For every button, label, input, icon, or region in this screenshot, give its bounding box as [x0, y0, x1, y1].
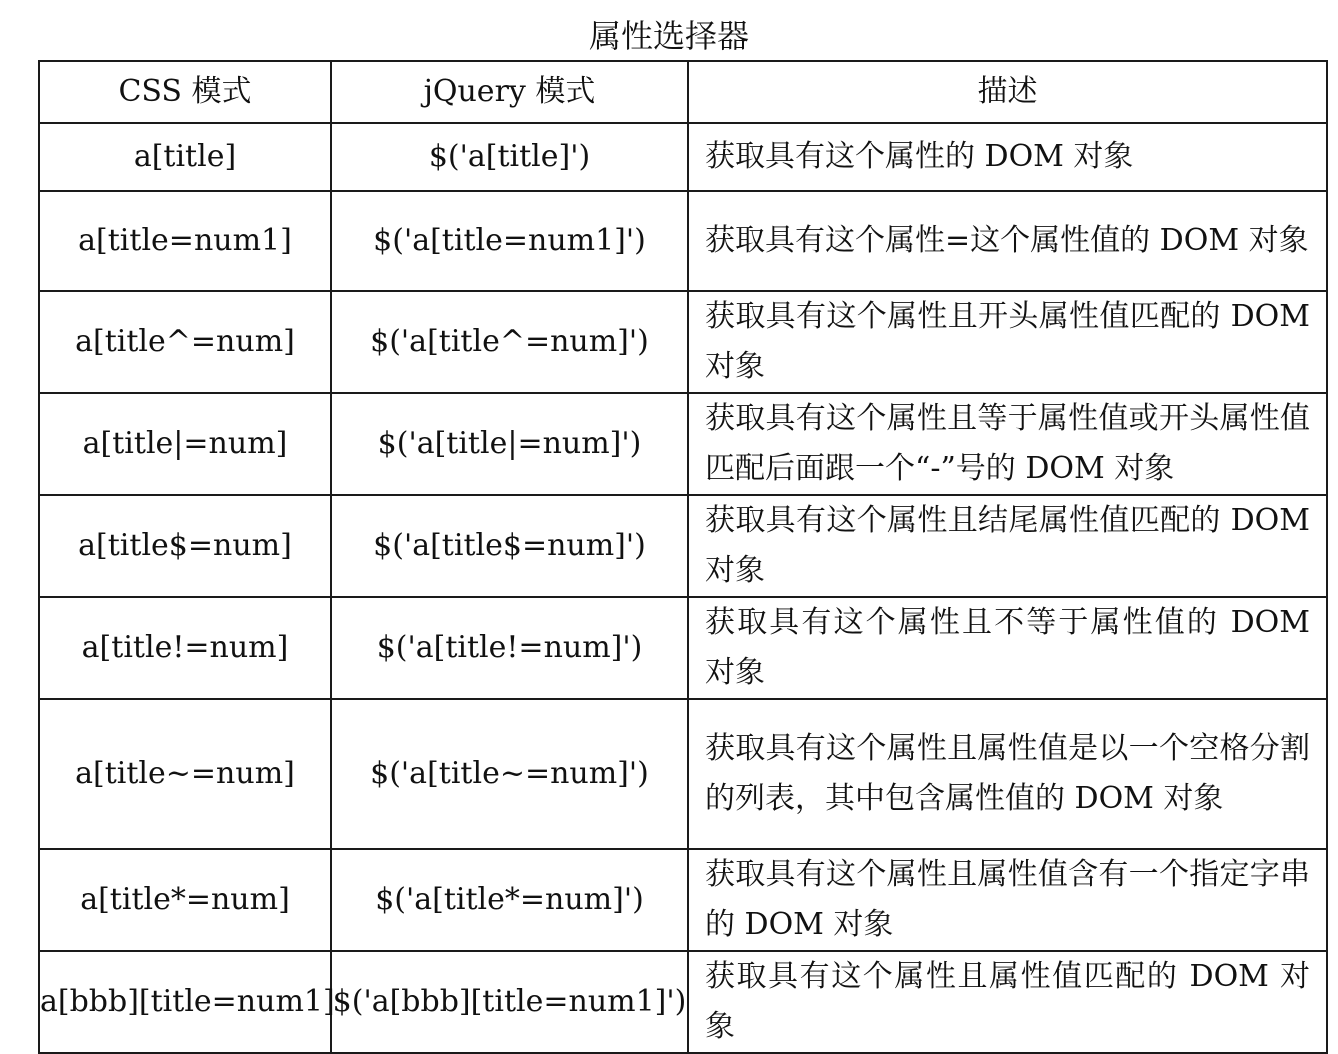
jquery-selector-cell: $('a[title!=num]'): [331, 597, 688, 699]
description-cell: 获取具有这个属性且开头属性值匹配的 DOM 对象: [688, 291, 1327, 393]
jquery-selector-cell: $('a[title*=num]'): [331, 849, 688, 951]
css-selector-cell: a[title~=num]: [39, 699, 331, 849]
css-selector-cell: a[title!=num]: [39, 597, 331, 699]
table-row: [39, 699, 1327, 849]
header-description: 描述: [688, 61, 1327, 123]
table-row: [39, 495, 1327, 597]
description-cell: 获取具有这个属性且属性值匹配的 DOM 对象: [688, 951, 1327, 1053]
css-selector-cell: a[title=num1]: [39, 191, 331, 291]
table-row: [39, 291, 1327, 393]
table-row: [39, 849, 1327, 951]
jquery-selector-cell: $('a[title$=num]'): [331, 495, 688, 597]
description-cell: 获取具有这个属性且等于属性值或开头属性值匹配后面跟一个“-”号的 DOM 对象: [688, 393, 1327, 495]
description-cell: 获取具有这个属性且结尾属性值匹配的 DOM 对象: [688, 495, 1327, 597]
css-selector-cell: a[title*=num]: [39, 849, 331, 951]
table-row: [39, 393, 1327, 495]
attribute-selector-table: [38, 60, 1328, 1054]
jquery-selector-cell: $('a[title=num1]'): [331, 191, 688, 291]
jquery-selector-cell: $('a[title]'): [331, 123, 688, 191]
css-selector-cell: a[bbb][title=num1]: [39, 951, 331, 1053]
header-jquery-mode: jQuery 模式: [331, 61, 688, 123]
description-cell: 获取具有这个属性且不等于属性值的 DOM 对象: [688, 597, 1327, 699]
jquery-selector-cell: $('a[title^=num]'): [331, 291, 688, 393]
css-selector-cell: a[title]: [39, 123, 331, 191]
css-selector-cell: a[title|=num]: [39, 393, 331, 495]
css-selector-cell: a[title$=num]: [39, 495, 331, 597]
table-caption: 属性选择器: [588, 17, 749, 55]
header-row: [39, 61, 1327, 123]
jquery-selector-cell: $('a[title|=num]'): [331, 393, 688, 495]
css-selector-cell: a[title^=num]: [39, 291, 331, 393]
jquery-selector-cell: $('a[title~=num]'): [331, 699, 688, 849]
header-css-mode: CSS 模式: [39, 61, 331, 123]
description-cell: 获取具有这个属性且属性值是以一个空格分割的列表，其中包含属性值的 DOM 对象: [688, 699, 1327, 849]
table-row: [39, 951, 1327, 1053]
description-cell: 获取具有这个属性=这个属性值的 DOM 对象: [688, 191, 1327, 291]
table-row: [39, 191, 1327, 291]
table-row: [39, 123, 1327, 191]
description-cell: 获取具有这个属性的 DOM 对象: [688, 123, 1327, 191]
table-row: [39, 597, 1327, 699]
description-cell: 获取具有这个属性且属性值含有一个指定字串的 DOM 对象: [688, 849, 1327, 951]
jquery-selector-cell: $('a[bbb][title=num1]'): [331, 951, 688, 1053]
